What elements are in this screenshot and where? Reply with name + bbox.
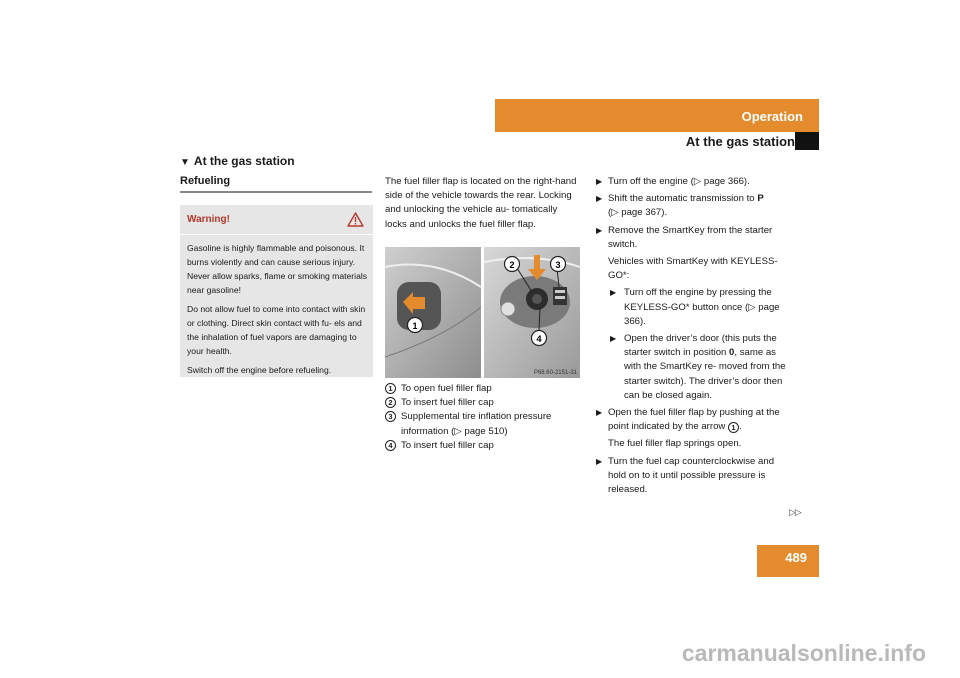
triangle-down-icon: ▼	[180, 157, 190, 168]
fuel-filler-figure	[385, 247, 580, 378]
bullet-triangle-icon: ▶	[596, 456, 603, 466]
chapter-title: Operation	[741, 109, 803, 124]
warning-title: Warning!	[187, 214, 230, 225]
chapter-header	[495, 99, 819, 132]
watermark: carmanualsonline.info	[681, 640, 926, 666]
caption-number: 1	[385, 383, 396, 394]
substep-item: ▶ Open the driver’s door (this puts the starter switch in position 0, same as with the SmartKey re- moved from the starter switch). The driver’s door then can be closed again.	[610, 333, 786, 401]
warning-paragraph: Do not allow fuel to come into contact with skin or clothing. Direct skin contact with fu- els and the inhalation of fuel vapors are damaging to your health.	[187, 304, 366, 356]
step-item: ▶ Shift the automatic transmission to P (▷ page 367).	[596, 193, 764, 219]
page-number: 489	[757, 545, 819, 577]
caption-item: 4 To insert fuel filler cap	[385, 439, 585, 453]
running-section-title: At the gas station	[685, 134, 795, 149]
caption-number: 4	[385, 440, 396, 451]
warning-paragraph: Switch off the engine before refueling.	[187, 365, 332, 375]
warning-header	[180, 205, 373, 235]
section-title: At the gas station	[193, 154, 295, 168]
header-tab-marker	[795, 132, 819, 150]
warning-paragraph: Gasoline is highly flammable and poisonous. It burns violently and can cause serious injury. Never allow sparks, flame or smoking materials near gasoline!	[187, 243, 368, 295]
step-note: The fuel filler flap springs open.	[608, 438, 742, 450]
figure-code: P68.60-2151-31	[533, 370, 577, 376]
figure-captions	[385, 382, 585, 453]
bullet-triangle-icon: ▶	[610, 288, 617, 298]
subsection-title: Refueling	[180, 175, 372, 193]
warning-box	[180, 205, 373, 377]
caption-number: 2	[385, 397, 396, 408]
step-item: ▶ Turn the fuel cap counterclockwise and hold on to it until possible pressure is released.	[596, 455, 775, 496]
step-item: ▶ Remove the SmartKey from the starter switch.	[596, 224, 773, 250]
step-note: Vehicles with SmartKey with KEYLESS-GO*:	[608, 256, 778, 282]
bullet-triangle-icon: ▶	[596, 225, 603, 235]
warning-triangle-icon	[347, 212, 364, 232]
step-item: ▶ Turn off the engine (▷ page 366).	[594, 175, 794, 189]
bullet-triangle-icon: ▶	[596, 177, 603, 186]
intro-paragraph: The fuel filler flap is located on the right-hand side of the vehicle towards the rear. Locking and unlocking the vehicle au- tomatically locks and unlocks the fuel filler flap.	[385, 176, 577, 230]
instruction-steps	[594, 175, 794, 500]
callout-2: 2	[509, 260, 515, 270]
callout-3: 3	[555, 260, 561, 270]
callout-4: 4	[536, 334, 542, 344]
caption-item: 1 To open fuel filler flap	[385, 382, 585, 396]
section-heading	[180, 154, 295, 168]
callout-1: 1	[412, 321, 418, 331]
bullet-triangle-icon: ▶	[610, 334, 617, 344]
substep-item: ▶ Turn off the engine by pressing the KEYLESS-GO* button once (▷ page 366).	[610, 287, 780, 327]
caption-number: 3	[385, 411, 396, 422]
caption-item: 2 To insert fuel filler cap	[385, 396, 585, 410]
bullet-triangle-icon: ▶	[596, 408, 603, 418]
continued-marker: ▷▷	[789, 507, 801, 517]
warning-text	[187, 241, 369, 382]
bullet-triangle-icon: ▶	[596, 194, 603, 204]
step-item: ▶ Open the fuel filler flap by pushing at the point indicated by the arrow 1 .	[596, 407, 780, 433]
inline-callout-number: 1	[728, 422, 739, 433]
caption-item: 3 Supplemental tire inflation pressure information (▷ page 510)	[385, 410, 585, 438]
